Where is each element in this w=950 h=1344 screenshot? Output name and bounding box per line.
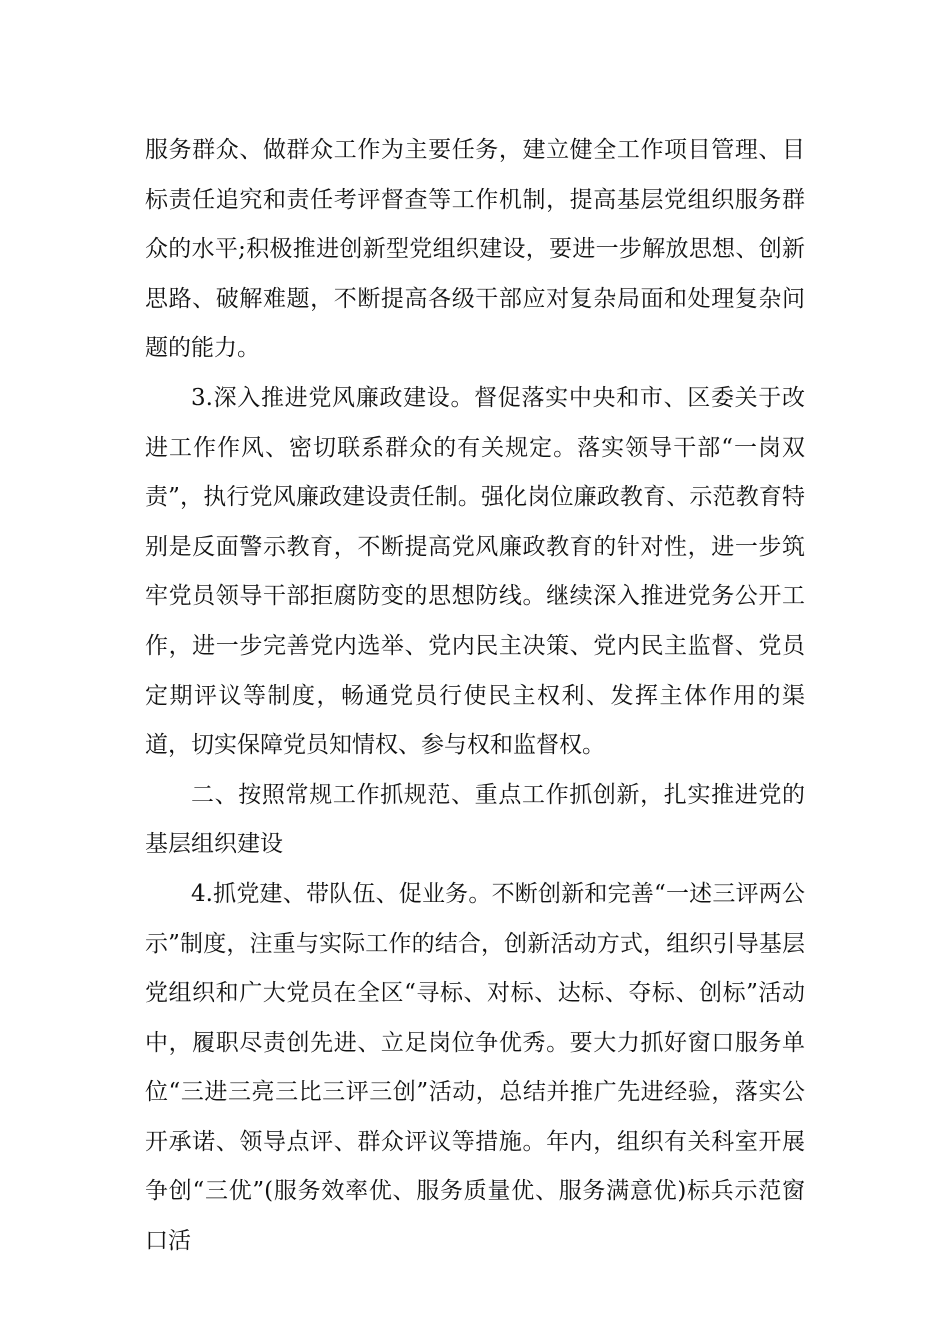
section-heading-2: 二、按照常规工作抓规范、重点工作抓创新，扎实推进党的基层组织建设 [145, 781, 805, 858]
paragraph-item-4: 4.抓党建、带队伍、促业务。不断创新和完善“一述三评两公示”制度，注重与实际工作的结合，创新活动方式，组织引导基层党组织和广大党员在全区“寻标、对标、达标、夺标、创标”活动中，履职尽责创先进、立足岗位争优秀。要大力抓好窗口服务单位“三进三亮三比三评三创”活动，总结并推广先进经验，落实公开承诺、领导点评、群众评议等措施。年内，组织有关科室开展争创“三优”(服务效率优、服务质量优、服务满意优)标兵示范窗口活 [145, 880, 805, 1255]
paragraph-item-3: 3.深入推进党风廉政建设。督促落实中央和市、区委关于改进工作作风、密切联系群众的有关规定。落实领导干部“一岗双责”，执行党风廉政建设责任制。强化岗位廉政教育、示范教育特别是反面警示教育，不断提高党风廉政教育的针对性，进一步筑牢党员领导干部拒腐防变的思想防线。继续深入推进党务公开工作，进一步完善党内选举、党内民主决策、党内民主监督、党员定期评议等制度，畅通党员行使民主权利、发挥主体作用的渠道，切实保障党员知情权、参与权和监督权。 [145, 384, 805, 759]
paragraph-continuation: 服务群众、做群众工作为主要任务，建立健全工作项目管理、目标责任追究和责任考评督查等工作机制，提高基层党组织服务群众的水平;积极推进创新型党组织建设，要进一步解放思想、创新思路、破解难题，不断提高各级干部应对复杂局面和处理复杂问题的能力。 [145, 137, 805, 362]
document-body [145, 126, 805, 1267]
